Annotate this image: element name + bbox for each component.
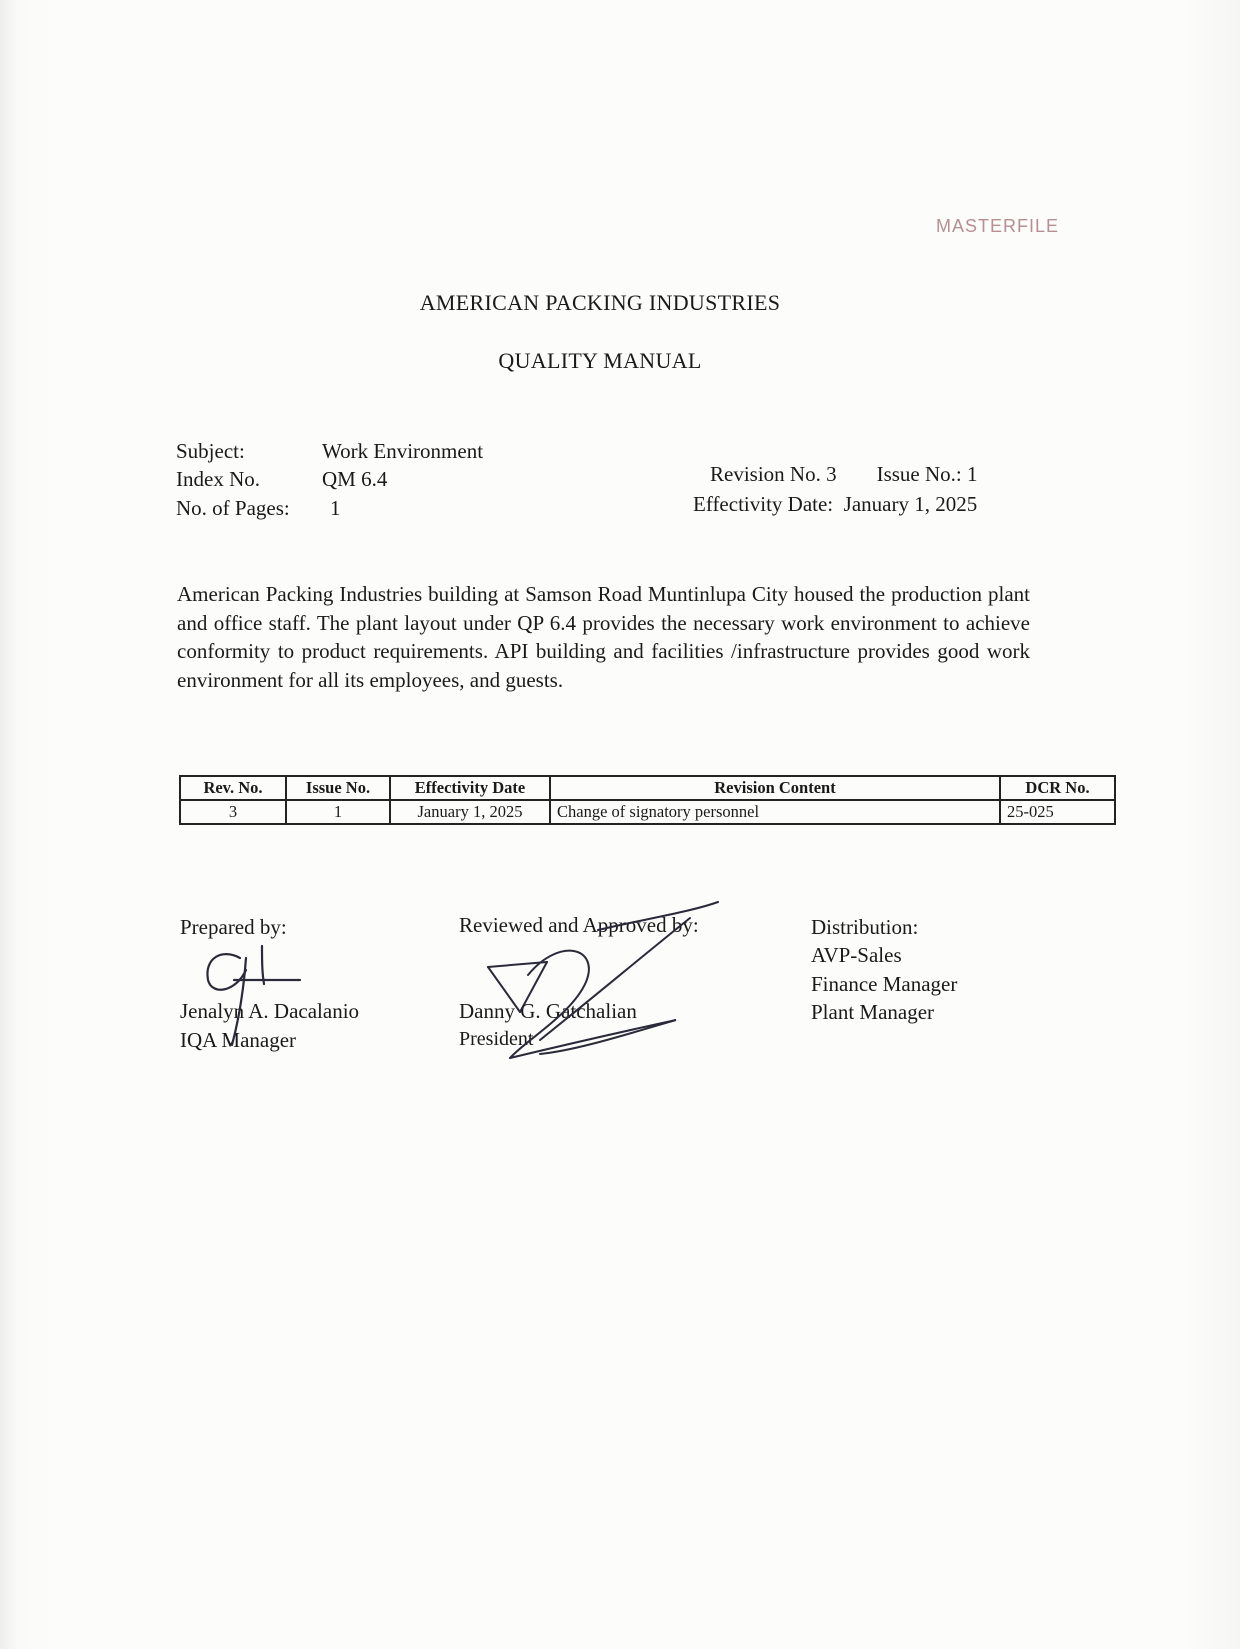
col-dcr-no: DCR No. — [1000, 776, 1115, 800]
body-paragraph: American Packing Industries building at Samson Road Muntinlupa City housed the production plant and office staff. The plant layout under QP 6.4 provides the necessary work environment to achieve conformity to product requirements. API building and facilities /infrastructure provides good work environment for all its employees, and guests. — [177, 582, 1030, 692]
reviewed-by-label: Reviewed and Approved by: — [459, 913, 699, 937]
cell-dcr-no: 25-025 — [1000, 800, 1115, 824]
revision-table — [179, 775, 1116, 825]
revision-issue-line — [710, 462, 978, 487]
col-effectivity-date: Effectivity Date — [390, 776, 550, 800]
effectivity-label: Effectivity Date: — [693, 492, 834, 516]
distribution-item: AVP-Sales — [811, 943, 902, 967]
issue-number: Issue No.: 1 — [876, 462, 978, 486]
effectivity-value: January 1, 2025 — [843, 492, 978, 516]
distribution-item: Plant Manager — [811, 1000, 935, 1024]
distribution-label: Distribution: — [811, 915, 919, 939]
cell-rev-no: 3 — [180, 800, 286, 824]
company-name: AMERICAN PACKING INDUSTRIES — [419, 290, 781, 315]
col-issue-no: Issue No. — [286, 776, 390, 800]
prepared-by-label: Prepared by: — [180, 915, 287, 939]
col-rev-no: Rev. No. — [180, 776, 286, 800]
document-title: QUALITY MANUAL — [498, 348, 702, 373]
pages-value: 1 — [330, 496, 341, 520]
subject-label: Subject: — [176, 439, 245, 463]
subject-value: Work Environment — [322, 439, 484, 463]
pages-label: No. of Pages: — [176, 496, 290, 520]
cell-revision-content: Change of signatory personnel — [550, 800, 1000, 824]
distribution-item: Finance Manager — [811, 972, 958, 996]
reviewed-by-name: Danny G. Gatchalian — [459, 999, 637, 1023]
cell-effectivity-date: January 1, 2025 — [390, 800, 550, 824]
cell-issue-no: 1 — [286, 800, 390, 824]
table-row — [180, 800, 1115, 824]
effectivity-line — [693, 492, 977, 517]
masterfile-stamp: MASTERFILE — [936, 216, 1060, 236]
prepared-by-position: IQA Manager — [180, 1028, 297, 1052]
reviewed-by-position: President — [459, 1028, 534, 1050]
prepared-by-name: Jenalyn A. Dacalanio — [180, 999, 360, 1023]
revision-number: Revision No. 3 — [710, 462, 837, 486]
revision-table-header — [180, 776, 1115, 800]
index-label: Index No. — [176, 467, 260, 491]
index-value: QM 6.4 — [322, 467, 388, 491]
col-revision-content: Revision Content — [550, 776, 1000, 800]
